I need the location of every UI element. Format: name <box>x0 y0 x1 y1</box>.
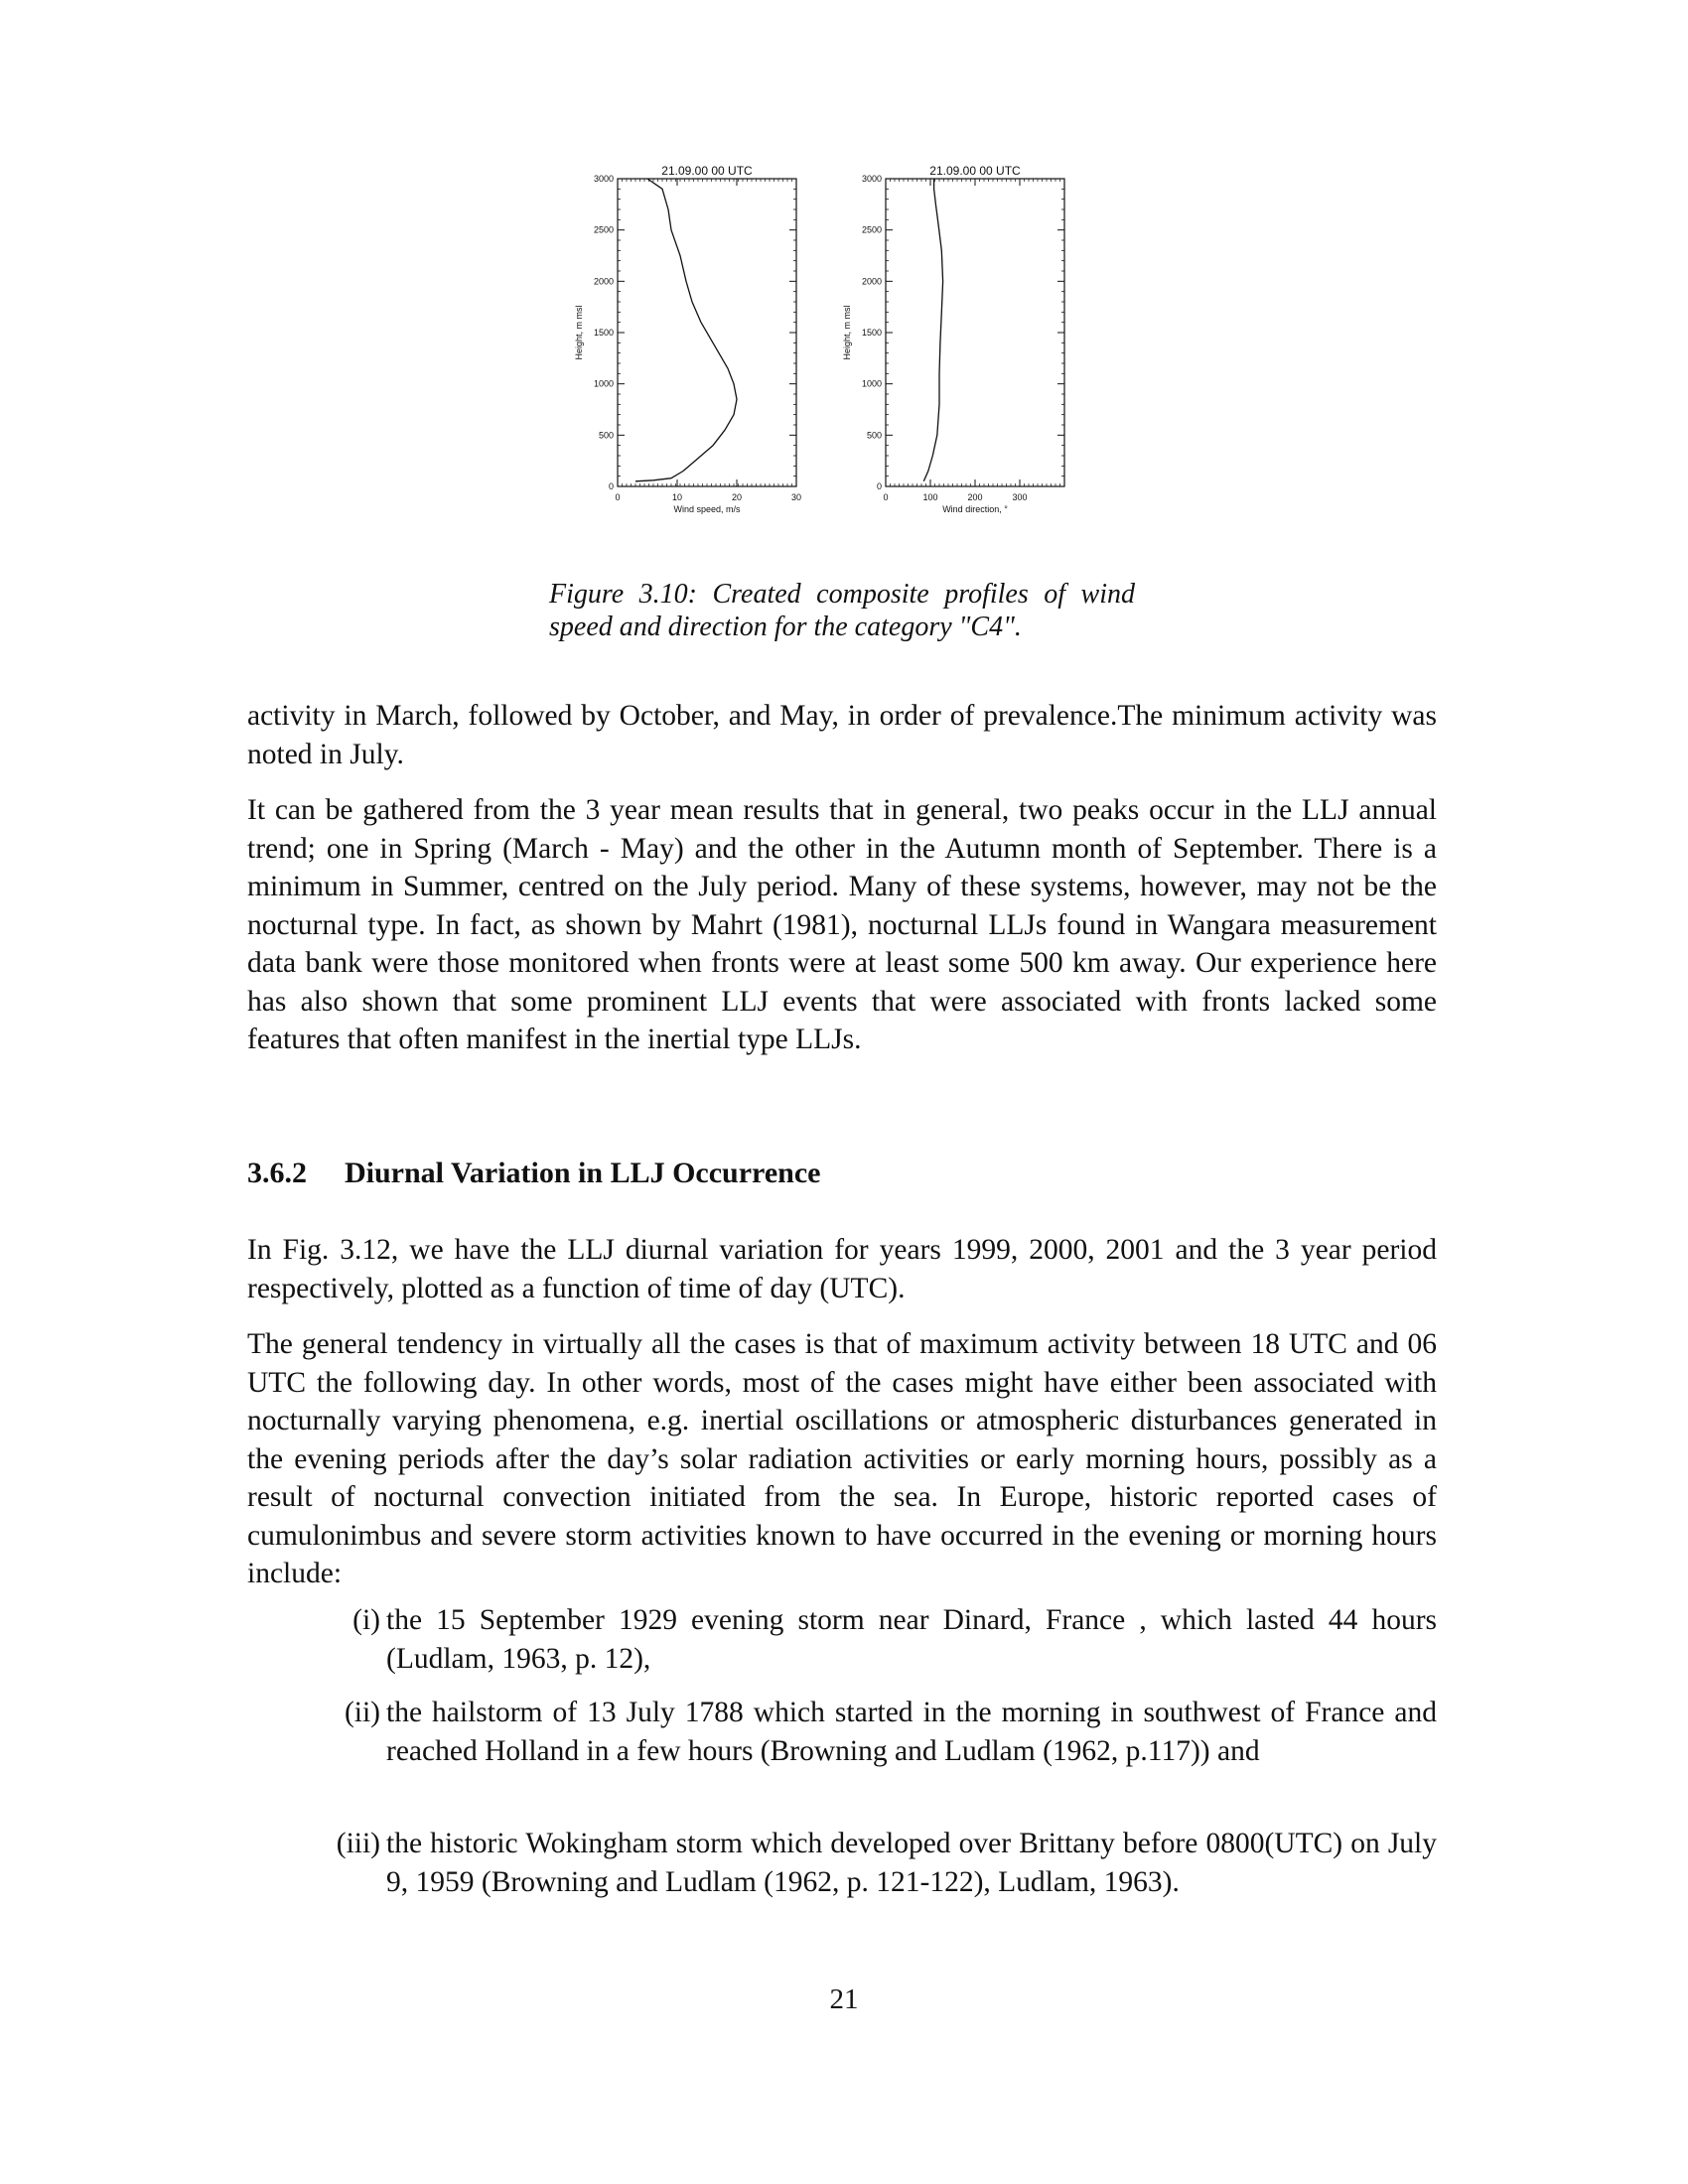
chart-1-series-line-1 <box>635 179 737 481</box>
chart-1-xtick-label: 30 <box>790 492 802 502</box>
list-marker: (i) <box>352 1604 380 1636</box>
chart-1-title: 21.09.00 00 UTC <box>661 164 753 178</box>
section-heading <box>247 1157 820 1190</box>
list-item-text: the historic Wokingham storm which developed over Brittany before 0800(UTC) on July 9, 1959 (Browning and Ludlam (1962, p. 121-122), Ludlam, 1963). <box>386 1828 1437 1898</box>
list-item <box>247 1694 1437 1770</box>
chart-1-ytick-label: 0 <box>608 481 614 491</box>
list-item <box>247 1601 1437 1678</box>
list-marker: (iii) <box>336 1828 380 1859</box>
chart-2-xtick-label: 300 <box>1012 492 1028 502</box>
figure-caption: Figure 3.10: Created composite profiles of wind speed and direction for the category "C4". <box>549 579 1135 642</box>
chart-1-ytick-label: 500 <box>598 430 614 441</box>
chart-1-ytick-label: 2000 <box>593 276 614 287</box>
chart-1-xtick-label: 0 <box>615 492 621 502</box>
paragraph: In Fig. 3.12, we have the LLJ diurnal variation for years 1999, 2000, 2001 and the 3 year period respectively, plotted as a function of time of day (UTC). <box>247 1234 1437 1304</box>
chart-2-ytick-label: 0 <box>876 481 882 491</box>
list-item-text: the hailstorm of 13 July 1788 which started in the morning in southwest of France and reached Holland in a few hours (Browning and Ludlam (1962, p.117)) and <box>386 1697 1437 1767</box>
list-item <box>247 1825 1437 1901</box>
chart-1-xtick-label: 10 <box>671 492 683 502</box>
chart-2-xtick-label: 100 <box>922 492 938 502</box>
paragraph: activity in March, followed by October, and May, in order of prevalence.The minimum activity was noted in July. <box>247 700 1437 770</box>
chart-1-ytick-label: 2500 <box>593 224 614 235</box>
chart-1-ytick-label: 1500 <box>593 328 614 338</box>
chart-2-ytick-label: 500 <box>866 430 882 441</box>
chart-2-series-line-1 <box>923 179 942 481</box>
chart-2-xlabel: Wind direction, ° <box>942 504 1008 514</box>
chart-2-frame <box>886 179 1064 486</box>
chart-2-xtick-label: 200 <box>967 492 983 502</box>
list-item-text: the 15 September 1929 evening storm near Dinard, France , which lasted 44 hours (Ludlam, 1963, p. 12), <box>386 1604 1437 1675</box>
chart-2-ytick-label: 3000 <box>861 174 882 184</box>
chart-2-ylabel: Height, m msl <box>842 305 852 360</box>
chart-1-xtick-label: 20 <box>731 492 743 502</box>
chart-2-ytick-label: 2500 <box>861 224 882 235</box>
figure-3-10 <box>556 157 1112 554</box>
section-number: 3.6.2 <box>247 1157 307 1189</box>
section-title: Diurnal Variation in LLJ Occurrence <box>345 1157 821 1189</box>
chart-2-ytick-label: 2000 <box>861 276 882 287</box>
page-number: 21 <box>829 1983 859 2015</box>
wind-profile-charts <box>556 157 1112 554</box>
chart-2-xtick-label: 0 <box>883 492 889 502</box>
chart-1-ytick-label: 1000 <box>593 378 614 389</box>
chart-2-ytick-label: 1500 <box>861 328 882 338</box>
paragraph: The general tendency in virtually all the cases is that of maximum activity between 18 UTC and 06 UTC the following day. In other words, most of the cases might have either been associated with nocturnally varying phenomena, e.g. inertial oscillations or atmospheric disturbances generated in the evening periods after the day’s solar radiation activities or early morning hours, possibly as a result of nocturnal convection initiated from the sea. In Europe, historic reported cases of cumulonimbus and severe storm activities known to have occurred in the evening or morning hours include: <box>247 1328 1437 1589</box>
chart-1-ylabel: Height, m msl <box>574 305 584 360</box>
chart-2-ytick-label: 1000 <box>861 378 882 389</box>
chart-2-title: 21.09.00 00 UTC <box>929 164 1021 178</box>
list-marker: (ii) <box>344 1697 380 1728</box>
chart-1-ytick-label: 3000 <box>593 174 614 184</box>
paragraph: It can be gathered from the 3 year mean results that in general, two peaks occur in the LLJ annual trend; one in Spring (March - May) and the other in the Autumn month of September. There is a minimum in Summer, centred on the July period. Many of these systems, however, may not be the nocturnal type. In fact, as shown by Mahrt (1981), nocturnal LLJs found in Wangara measurement data bank were those monitored when fronts were at least some 500 km away. Our experience here has also shown that some prominent LLJ events that were associated with fronts lacked some features that often manifest in the inertial type LLJs. <box>247 794 1437 1055</box>
chart-1-xlabel: Wind speed, m/s <box>673 504 741 514</box>
